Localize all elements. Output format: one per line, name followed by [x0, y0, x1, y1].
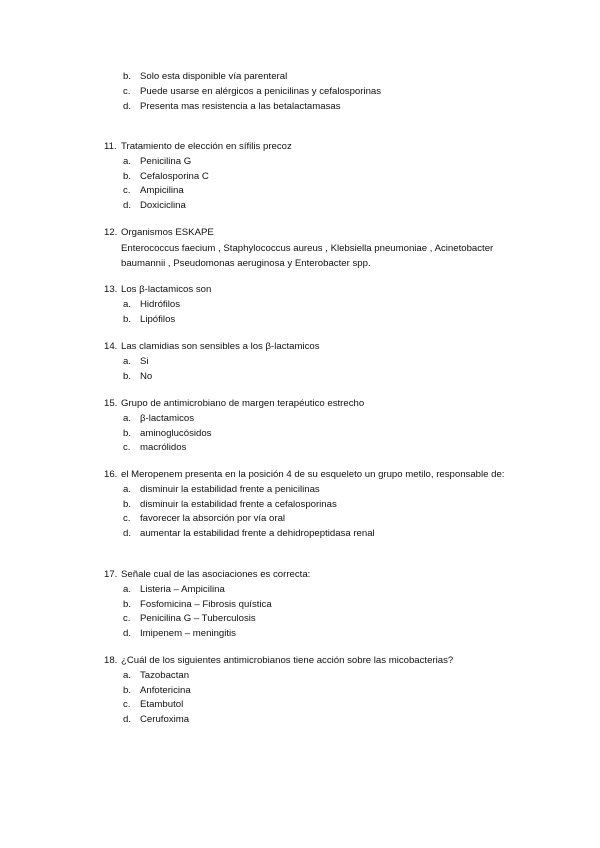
option: [123, 412, 524, 427]
option: [123, 684, 524, 699]
question-number: 13.: [104, 284, 118, 295]
option-text: β-lactamicos: [140, 412, 195, 424]
option: [123, 355, 524, 370]
question-text: el Meropenem presenta en la posición 4 de su esqueleto un grupo metilo, responsable de:: [121, 469, 505, 480]
option: [123, 483, 524, 498]
question-number: 18.: [104, 655, 118, 666]
question-17: [104, 568, 524, 642]
option: [123, 199, 524, 214]
option-letter: c.: [123, 699, 131, 711]
option-letter: b.: [123, 684, 132, 696]
option-text: Penicilina G – Tuberculosis: [140, 613, 256, 625]
option-text: disminuir la estabilidad frente a penicilinas: [140, 483, 320, 495]
question-number: 17.: [104, 569, 118, 580]
question-text: Organismos ESKAPE: [121, 227, 214, 238]
option-text: Listeria – Ampicilina: [140, 583, 225, 595]
option-letter: c.: [123, 513, 131, 525]
option-letter: c.: [123, 185, 131, 197]
option-letter: b.: [123, 370, 132, 382]
option-letter: a.: [123, 412, 132, 424]
option-text: disminuir la estabilidad frente a cefalosporinas: [140, 498, 337, 510]
option: [123, 85, 381, 100]
option: [123, 313, 524, 328]
question-text: ¿Cuál de los siguientes antimicrobianos tiene acción sobre las micobacterias?: [121, 655, 454, 666]
option-letter: b.: [123, 71, 132, 82]
option: [123, 427, 524, 442]
option: [123, 598, 524, 613]
option-text: Anfotericina: [140, 684, 191, 696]
option: [123, 184, 524, 199]
option-letter: d.: [123, 200, 132, 212]
option-text: Cefalosporina C: [140, 170, 209, 182]
option-letter: d.: [123, 528, 132, 540]
option-text: Tazobactan: [140, 669, 190, 681]
option: [123, 370, 524, 385]
option: [123, 669, 524, 684]
question-number: 14.: [104, 341, 118, 352]
option-text: aumentar la estabilidad frente a dehidropeptidasa renal: [140, 528, 375, 540]
q10-options: [123, 70, 381, 114]
option-text: Doxiciclina: [140, 200, 186, 212]
option-text: macrólidos: [140, 442, 187, 454]
option: [123, 498, 524, 513]
option: [123, 155, 524, 170]
question-13: [104, 283, 524, 327]
option-letter: a.: [123, 669, 132, 681]
question-number: 11.: [104, 141, 117, 152]
question-text: Tratamiento de elección en sífilis precoz: [121, 141, 292, 152]
question-12: [104, 226, 524, 271]
question-14: [104, 340, 524, 384]
question-text: Grupo de antimicrobiano de margen terapéutico estrecho: [121, 398, 365, 409]
option: [123, 527, 524, 542]
option-letter: d.: [123, 628, 132, 640]
option-text: Etambutol: [140, 699, 184, 711]
question-15: [104, 397, 524, 456]
option-text: Puede usarse en alérgicos a penicilinas y cefalosporinas: [140, 85, 382, 97]
option-letter: b.: [123, 498, 132, 510]
option-text: Cerufoxima: [140, 714, 190, 726]
option-letter: a.: [123, 298, 132, 310]
question-text: Señale cual de las asociaciones es correcta:: [121, 569, 311, 580]
option-letter: d.: [123, 100, 132, 112]
option-letter: a.: [123, 155, 132, 167]
question-16: [104, 468, 524, 542]
question-text: Los β-lactamicos son: [121, 284, 212, 295]
option: [123, 100, 381, 115]
question-11: [104, 140, 524, 214]
option: [123, 713, 524, 728]
option-text: Ampicilina: [140, 185, 184, 197]
option: [123, 170, 524, 185]
option: [123, 583, 524, 598]
option-letter: b.: [123, 313, 132, 325]
option: [123, 70, 381, 85]
option-text: Fosfomicina – Fibrosis quística: [140, 598, 272, 610]
option: [123, 612, 524, 627]
option-text: Si: [140, 355, 149, 367]
option: [123, 298, 524, 313]
option-letter: c.: [123, 85, 131, 97]
option-letter: a.: [123, 483, 132, 495]
option-letter: b.: [123, 170, 132, 182]
option-letter: d.: [123, 714, 132, 726]
question-body: Enterococcus faecium , Staphylococcus aureus , Klebsiella pneumoniae , Acinetobacter baumannii , Pseudomonas aeruginosa y Enterobacter spp.: [121, 242, 494, 269]
option-text: Lipófilos: [140, 313, 176, 325]
option-text: No: [140, 370, 153, 382]
option: [123, 698, 524, 713]
question-number: 12.: [104, 227, 118, 238]
option-text: Presenta mas resistencia a las betalactamasas: [140, 100, 341, 112]
option-text: Solo esta disponible vía parenteral: [140, 71, 288, 82]
option-text: Penicilina G: [140, 155, 192, 167]
option-text: Hidrófilos: [140, 298, 180, 310]
question-18: [104, 654, 524, 728]
question-number: 16.: [104, 469, 118, 480]
question-number: 15.: [104, 398, 118, 409]
option-letter: a.: [123, 355, 132, 367]
option-text: favorecer la absorción por vía oral: [140, 513, 286, 525]
option-letter: c.: [123, 442, 131, 454]
question-text: Las clamidias son sensibles a los β-lactamicos: [121, 341, 320, 352]
option: [123, 441, 524, 456]
option-letter: c.: [123, 613, 131, 625]
option-letter: a.: [123, 583, 132, 595]
option-text: Imipenem – meningitis: [140, 628, 236, 640]
option-text: aminoglucósidos: [140, 427, 212, 439]
option-letter: b.: [123, 427, 132, 439]
option: [123, 627, 524, 642]
option-letter: b.: [123, 598, 132, 610]
option: [123, 512, 524, 527]
